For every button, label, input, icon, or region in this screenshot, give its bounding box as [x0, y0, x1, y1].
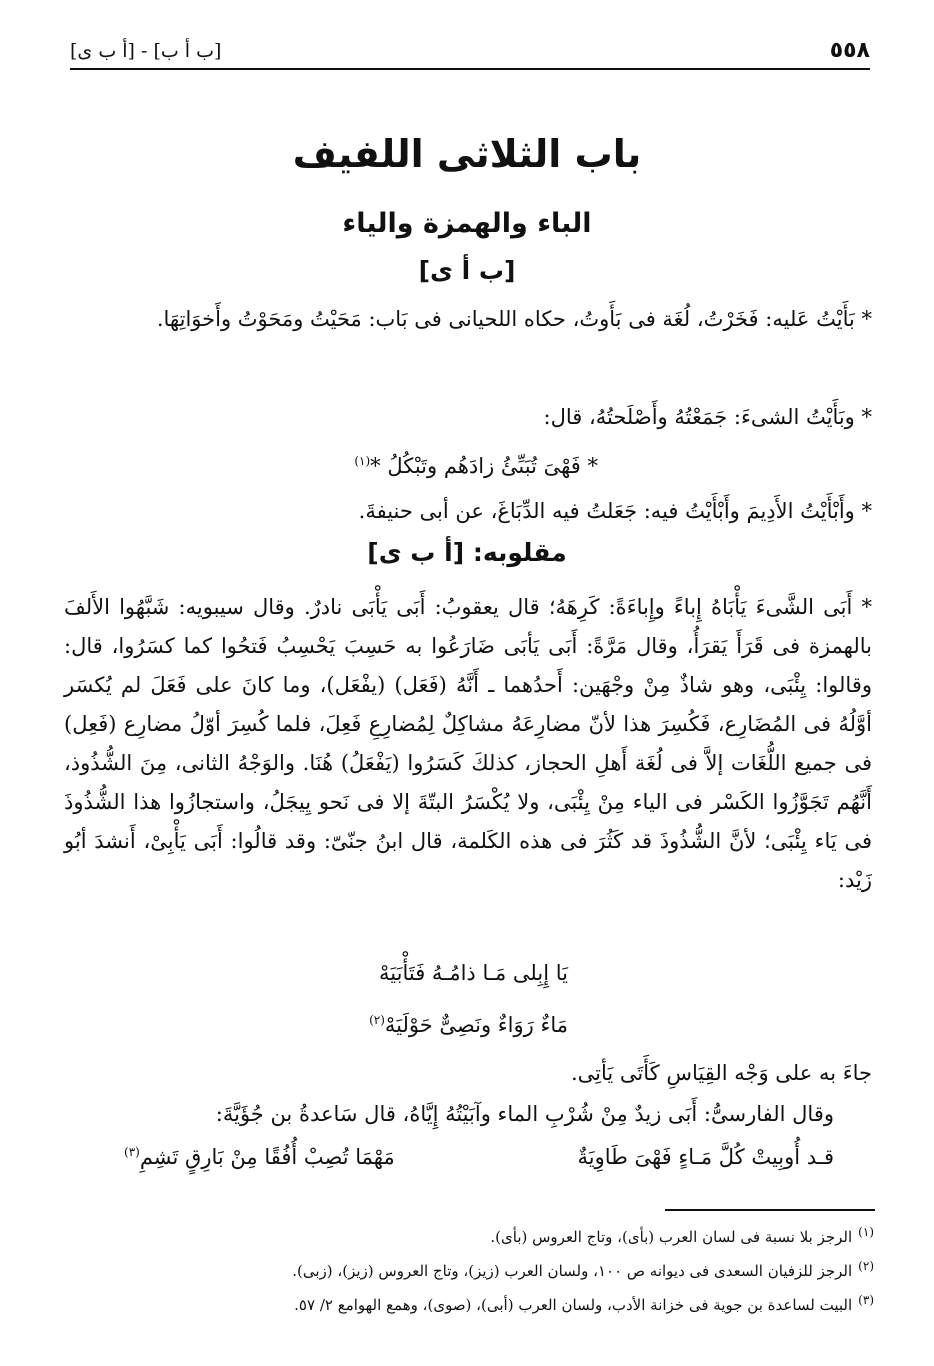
- verse-line: [379, 958, 568, 988]
- footnote-text: الرجز بلا نسبة فى لسان العرب (بأى)، وتاج العروس (بأى).: [490, 1228, 853, 1246]
- footnote: [74, 1286, 874, 1320]
- hemistich-text: مَهْمَا تُصِبْ أُفُقًا مِنْ بَارِقٍ تَشِمِ: [139, 1145, 395, 1169]
- running-head: [70, 28, 870, 70]
- footnote-number: (٢): [858, 1259, 874, 1273]
- verse-text: يَا إِبِلى مَـا ذامُـهُ فَتَأْبَيَهْ: [379, 961, 568, 985]
- verse-line: [354, 446, 598, 481]
- footnote-ref: (٣): [124, 1145, 140, 1159]
- footnote-ref: (١): [354, 454, 371, 468]
- verse-text: * فَهْىَ تُبَىِّئُ زادَهُم وتَبْكُلُ *: [370, 454, 598, 478]
- hemistich-second: [124, 1145, 395, 1169]
- footnote-ref: (٢): [369, 1013, 385, 1027]
- header-divider: [70, 68, 870, 70]
- page-number: ٥٥٨: [829, 38, 870, 63]
- header-range: [ب أ ب] - [أ ب ى]: [70, 40, 222, 62]
- footnote-text: البيت لساعدة بن جوية فى خزانة الأدب، ولسان العرب (أبى)، (صوى)، وهمع الهوامع ٢/ ٥٧.: [294, 1296, 853, 1314]
- entry-paragraph: جاءَ به على وَجْه القِيَاسِ كَأَتَى يَأتِى.: [570, 1061, 872, 1085]
- hemistich-first: قـد أُوبِيتْ كُلَّ مَـاءٍ فَهْىَ طَاوِيَةٌ: [577, 1145, 834, 1169]
- root-heading: [ب أ ى]: [418, 256, 516, 285]
- entry-paragraph: * أَبَى الشَّىءَ يَأْبَاهُ إِباءً وإِباءَةً: كَرِهَهُ؛ قال يعقوبُ: أَبَى يَأْبَى نادرٌ. وقال سيبويه: شَبَّهُوا الأَلفَ بالهمزة فى قَرَأَ يَقرَأُ، وقال مَرَّةً: أَبَى يَأبَى ضَارَعُوا به حَسِبَ يَحْسِبُ فَتحُوا كما كسَرُوا، قال: وقالوا: يِئْبَى، وهو شاذٌ مِنْ وجْهَين: أَحدُهما ـ أَنَّهُ (فَعَل) (يفْعَل)، وما كانَ على فَعَلَ لم يُكسَر أوَّلُهُ فى المُضَارِع، فَكُسِرَ هذا لأنّ مضارِعَهُ مشاكِلٌ لِمُضارِعِ فَعِلَ، فلما كُسِرَ أوّلُ مضارِع (فَعِل) فى جميع اللُّغَات إلاَّ فى لُغَة أَهلِ الحجاز، كذلكَ كَسَرُوا (يَفْعَلُ) هُنَا. والوَجْهُ الثانى، مِنَ الشُّذُوذ، أَنَّهُم تَجَوَّزُوا الكَسْر فى الياء مِنْ يِئْبَى، ولا يُكْسَرُ البتّةَ إلا فى نَحو يِيجَلُ، واستجازُوا هذا الشُّذُوذَ فى يَاء يِئْبَى؛ لأنَّ الشُّذُوذَ قد كَثُرَ فى هذه الكَلمة، قال ابنُ جنّىّ: وقد قالُوا: أَبَى يَأْبِىْ، أَنشدَ أبُو زَيْد:: [64, 595, 872, 892]
- entry-paragraph: * وأَبْأَيْتُ الأَدِيمَ وأَبْأَيْتُ فيه: جَعَلتُ فيه الدِّبَاغَ، عن أبى حنيفةَ.: [358, 499, 872, 523]
- footnotes: [74, 1218, 874, 1320]
- verse-text: مَاءٌ رَوَاءٌ ونَصِىٌّ حَوْلَيَهْ: [384, 1013, 568, 1037]
- entry-paragraph: وقال الفارسىُّ: أَبَى زيدٌ مِنْ شُرْبِ الماء وآبَيْتُهُ إِيَّاهُ، قال سَاعدةُ بن جُؤَيَّةَ:: [215, 1102, 834, 1126]
- footnote: [74, 1252, 874, 1286]
- footnote-text: الرجز للزفيان السعدى فى ديوانه ص ١٠٠، ولسان العرب (زيز)، وتاج العروس (زيز)، (زبى).: [292, 1262, 853, 1280]
- footnote-number: (٣): [858, 1293, 874, 1307]
- section-title: الباء والهمزة والياء: [342, 208, 592, 239]
- footnote-divider: [665, 1209, 875, 1211]
- entry-paragraph: * وبَأَيْتُ الشىءَ: جَمَعْتُهُ وأَصْلَحتُهُ، قال:: [543, 405, 872, 429]
- verse-line: [369, 1005, 568, 1040]
- poetry-couplet: [124, 1145, 834, 1185]
- chapter-title: باب الثلاثى اللفيف: [292, 132, 642, 176]
- subsection-heading: مقلوبه: [أ ب ى]: [367, 538, 567, 567]
- footnote-number: (١): [858, 1225, 874, 1239]
- footnote: [74, 1218, 874, 1252]
- entry-paragraph: * بَأَيْتُ عَليه: فَخَرْتُ، لُغَة فى بَأَوتُ، حكاه اللحيانى فى بَاب: مَحَيْتُ ومَحَوْتُ وأَخوَاتِهَا.: [156, 307, 872, 331]
